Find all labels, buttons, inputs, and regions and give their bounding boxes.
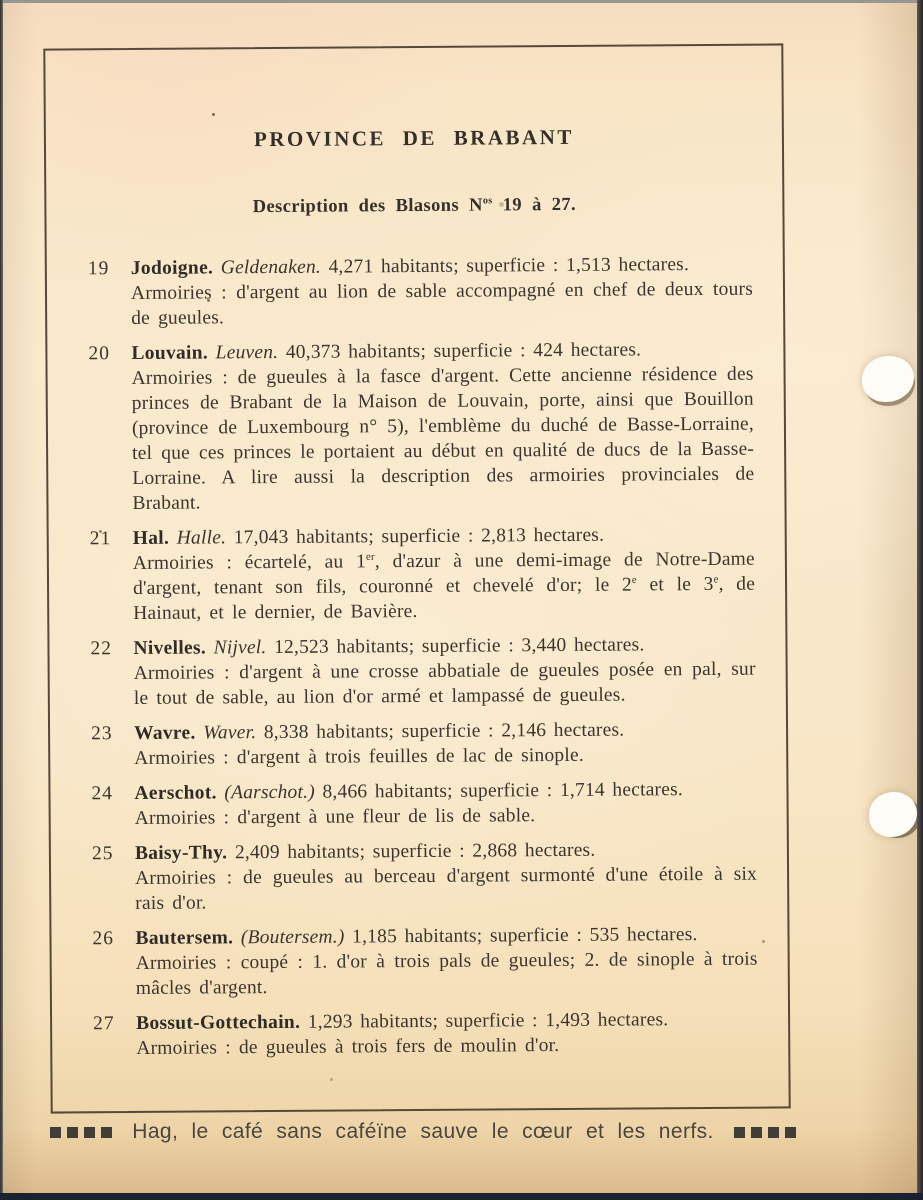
town-stats: 40,373 habitants; superficie : 424 hectares. (285, 339, 642, 363)
blason-entry (91, 717, 756, 771)
armoiries-description: Armoiries : de gueules à trois fers de moulin d'or. (136, 1035, 560, 1059)
town-alt-name: (Boutersem.) (240, 926, 345, 949)
blason-entries (87, 252, 759, 1061)
blason-entry (91, 837, 758, 916)
footer-square (67, 1127, 78, 1138)
entry-number: 25 (91, 843, 114, 865)
entry-number: 19 (87, 258, 110, 280)
entry-number: 21 (89, 528, 112, 550)
town-stats: 1,185 habitants; superficie : 535 hectares. (352, 924, 698, 948)
blason-entry (91, 777, 756, 831)
footer-square (768, 1127, 779, 1138)
town-name: Hal. (132, 527, 170, 549)
armoiries-description: Armoiries : coupé : 1. d'or à trois pals de gueules; 2. de sinople à trois mâcles d'argent. (135, 948, 758, 999)
town-name: Bautersem. (135, 927, 234, 949)
scan-edge-left (0, 0, 3, 1200)
town-alt-name: Nijvel. (213, 637, 267, 659)
town-stats: 17,043 habitants; superficie : 2,813 hectares. (233, 524, 605, 549)
town-stats: 2,409 habitants; superficie : 2,868 hectares. (234, 839, 596, 864)
town-alt-name: Halle. (176, 527, 227, 549)
town-stats: 4,271 habitants; superficie : 1,513 hectares. (328, 254, 690, 278)
footer-square (751, 1127, 762, 1138)
blason-entry (90, 632, 756, 711)
armoiries-description: Armoiries : de gueules au berceau d'argent surmonté d'une étoile à six rais d'or. (135, 863, 758, 914)
town-alt-name: Geldenaken. (220, 256, 322, 279)
town-name: Baisy-Thy. (134, 842, 228, 864)
entry-heading (136, 1007, 758, 1036)
subtitle-range: 19 à 27. (492, 194, 577, 216)
armoiries-description: Armoiries : d'argent à une crosse abbatiale de gueules posée en pal, sur le tout de sable, au lion d'or armé et lampassé de gueules. (133, 658, 756, 709)
advert-squares-left (50, 1127, 112, 1138)
town-name: Nivelles. (133, 637, 207, 659)
town-stats: 1,293 habitants; superficie : 1,493 hectares. (307, 1009, 669, 1033)
entry-heading (134, 777, 756, 806)
armoiries-description: Armoiries : d'argent au lion de sable accompagné en chef de deux tours de gueules. (130, 278, 754, 329)
footer-square (101, 1127, 112, 1138)
blason-entry (87, 252, 754, 331)
footer-square (734, 1127, 745, 1138)
scan-edge-top (0, 0, 923, 3)
page-subtitle (46, 193, 782, 219)
blason-entry (89, 522, 756, 626)
town-name: Aerschot. (134, 782, 217, 804)
armoiries-description: Armoiries : d'argent à une fleur de lis de sable. (134, 805, 536, 829)
armoiries-description: Armoiries : écartelé, au 1er, d'azur à une demi-image de Notre-Dame d'argent, tenant son fils, couronné et chevelé d'or; le 2e et le 3e, de Hainaut, et le dernier, de Bavière. (132, 548, 756, 624)
town-name: Bossut-Gottechain. (136, 1011, 301, 1034)
armoiries-description: Armoiries : de gueules à la fasce d'argent. Cette ancienne résidence des princes de Brabant de la Maison de Louvain, porte, ainsi que Bouillon (province de Luxembourg n° 5), l'emblème du duché de Basse-Lorraine, tel que ces princes le portaient au début en qualité de ducs de la Basse-Lorraine. A lire aussi la description des armoiries provinciales de Brabant. (131, 363, 755, 514)
punch-hole-bottom (869, 792, 917, 837)
blason-entry (88, 337, 755, 516)
entry-number: 24 (91, 783, 114, 805)
town-stats: 8,466 habitants; superficie : 1,714 hectares. (322, 779, 683, 803)
blason-entry (93, 1007, 758, 1061)
town-alt-name: Leuven. (215, 341, 279, 364)
town-name: Jodoigne. (130, 257, 214, 279)
town-name: Louvain. (131, 342, 209, 364)
subtitle-text: Description des Blasons N (252, 195, 483, 218)
entry-number: 23 (91, 723, 113, 745)
town-alt-name: (Aarschot.) (224, 781, 315, 804)
advert-squares-right (734, 1127, 796, 1138)
blason-entry (92, 922, 758, 1001)
town-stats: 8,338 habitants; superficie : 2,146 hectares. (263, 719, 625, 744)
town-name: Wavre. (134, 722, 196, 744)
town-stats: 12,523 habitants; superficie : 3,440 hectares. (273, 634, 645, 658)
footer-square (785, 1127, 796, 1138)
advert-footer (50, 1120, 796, 1144)
town-alt-name: Waver. (203, 722, 257, 744)
scan-edge-bottom (0, 1193, 923, 1200)
entry-number: 27 (93, 1013, 115, 1035)
subtitle-superscript: os (482, 195, 493, 207)
scan-edge-right (917, 0, 923, 1200)
armoiries-description: Armoiries : d'argent à trois feuilles de lac de sinople. (134, 744, 584, 769)
footer-square (50, 1127, 61, 1138)
punch-hole-top (862, 356, 914, 402)
page-title: PROVINCE DE BRABANT (253, 124, 574, 152)
advert-text: Hag, le café sans caféïne sauve le cœur et les nerfs. (132, 1120, 714, 1143)
footer-square (84, 1127, 95, 1138)
entry-number: 22 (90, 638, 113, 660)
entry-number: 26 (92, 928, 115, 950)
entry-number: 20 (88, 343, 110, 365)
page-frame-border (43, 43, 790, 1113)
